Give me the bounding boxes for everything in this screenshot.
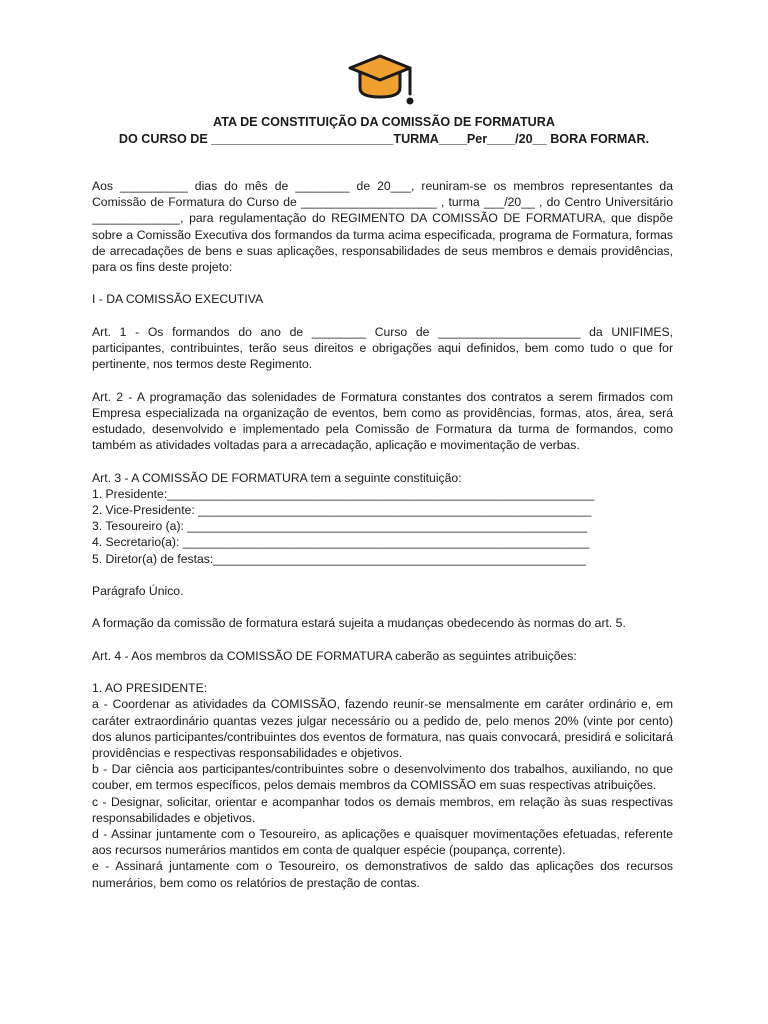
list-item: b - Dar ciência aos participantes/contribuintes sobre o desenvolvimento dos trabalhos, auxiliando, no que couber, em termos específicos, pelos demais membros da COMISSÃO em suas respectivas atribuições. [92, 762, 673, 793]
role-line-secretario: 4. Secretario(a): ____________________________________________________________ [92, 535, 590, 550]
role-line-vice-presidente: 2. Vice-Presidente: __________________________________________________________ [92, 503, 592, 517]
article-2: Art. 2 - A programação das solenidades de Formatura constantes dos contratos a serem firmados com Empresa especializada na organização de eventos, bem como as providências, formas, atos, área, será estudado, desenvolvido e implementado pela Comissão de Formatura da turma de formandos, como também as atividades voltadas para a arrecadação, aplicação e movimentação de verbas. [92, 389, 673, 453]
article-4-intro: Art. 4 - Aos membros da COMISSÃO DE FORMATURA caberão as seguintes atribuições: [92, 648, 577, 663]
document-body [92, 178, 673, 891]
paragrafo-unico-text: A formação da comissão de formatura estará sujeita a mudanças obedecendo às normas do art. 5. [92, 616, 626, 631]
document-subtitle: DO CURSO DE __________________________TURMA____Per____/20__ BORA FORMAR. [118, 132, 650, 146]
list-item: c - Designar, solicitar, orientar e acompanhar todos os demais membros, em relação às suas respectivas responsabilidades e objetivos. [92, 794, 673, 825]
role-line-tesoureiro: 3. Tesoureiro (a): ___________________________________________________________ [92, 519, 588, 534]
article-3-intro: Art. 3 - A COMISSÃO DE FORMATURA tem a seguinte constituição: [92, 470, 462, 485]
role-line-diretor-festas: 5. Diretor(a) de festas:_______________________________________________________ [92, 551, 587, 566]
intro-paragraph: Aos __________ dias do mês de ________ de 20___, reuniram-se os membros representantes da Comissão de Formatura do Curso de ____________________ , turma ___/20__ , do Centro Universitário _____________, para regulamentação do REGIMENTO DA COMISSÃO DE FORMATURA, que dispõe sobre a Comissão Executiva dos formandos da turma acima especificada, programa de Formatura, formas de arrecadações de bens e suas aplicações, responsabilidades de seus membros e demais providências, para os fins deste projeto: [92, 179, 673, 275]
list-item: d - Assinar juntamente com o Tesoureiro, as aplicações e quaisquer movimentações efetuadas, referente aos recursos numerários mantidos em conta de qualquer espécie (poupança, corrente). [92, 827, 673, 858]
presidente-section-title: 1. AO PRESIDENTE: [92, 681, 208, 696]
section-title: I - DA COMISSÃO EXECUTIVA [92, 292, 264, 307]
list-item: a - Coordenar as atividades da COMISSÃO, fazendo reunir-se mensalmente em caráter ordinário e, em caráter extraordinário quantas vezes julgar necessário ou a pedido de, pelo menos 20% (vinte por cento) dos alunos participantes/contribuintes dos eventos de formatura, nas quais convocará, presidirá e solicitará providências e respectivas responsabilidades e objetivos. [92, 697, 673, 760]
list-item: e - Assinará juntamente com o Tesoureiro, os demonstrativos de saldo das aplicações dos recursos numerários, bem como os relatórios de prestação de contas. [92, 859, 673, 890]
graduation-cap-icon [346, 50, 420, 110]
paragrafo-unico-title: Parágrafo Único. [92, 584, 184, 598]
role-line-presidente: 1. Presidente:_______________________________________________________________ [92, 486, 595, 501]
article-1: Art. 1 - Os formandos do ano de ________ Curso de _____________________ da UNIFIMES, participantes, contribuintes, terão seus direitos e obrigações aqui definidos, bem como tudo o que for pertinente, nos termos deste Regimento. [92, 324, 673, 372]
document-title: ATA DE CONSTITUIÇÃO DA COMISSÃO DE FORMATURA [213, 115, 555, 129]
